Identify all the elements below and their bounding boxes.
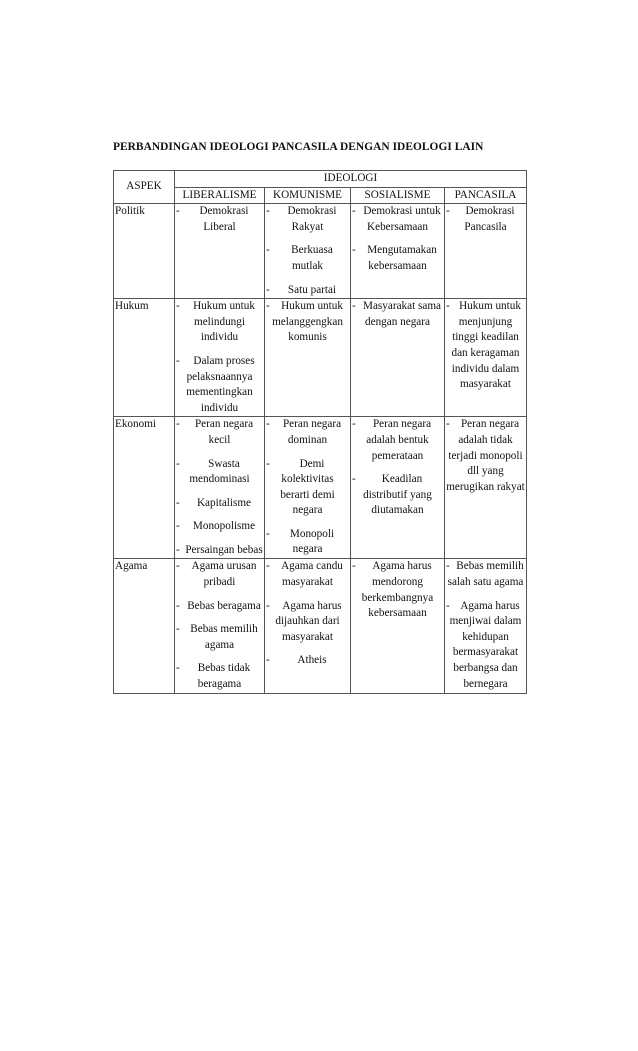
list-item <box>176 543 263 559</box>
item-text: Hukum untuk melanggengkan komunis <box>272 300 343 344</box>
bullet-dash: - <box>352 244 356 257</box>
bullet-dash: - <box>176 543 180 556</box>
item-text: Bebas memilih agama <box>190 623 258 651</box>
bullet-dash: - <box>446 205 450 218</box>
item-text: Hukum untuk melindungi individu <box>193 300 255 344</box>
item-text: Persaingan bebas <box>185 543 263 556</box>
item-text: Agama candu masyarakat <box>281 560 343 589</box>
list-item <box>176 204 263 235</box>
list-item <box>352 299 443 330</box>
column-header-liberalisme: LIBERALISME <box>175 187 265 204</box>
table-row <box>114 204 527 299</box>
aspek-cell: Politik <box>114 204 175 299</box>
bullet-dash: - <box>352 300 356 313</box>
list-item <box>266 457 349 519</box>
cell-liberalisme <box>175 299 265 417</box>
bullet-dash: - <box>266 527 270 540</box>
item-text: Demokrasi Rakyat <box>287 205 337 233</box>
list-item <box>446 417 525 495</box>
table-row <box>114 559 527 693</box>
bullet-dash: - <box>176 496 180 509</box>
cell-sosialisme <box>351 559 445 693</box>
bullet-dash: - <box>446 599 450 612</box>
bullet-dash: - <box>266 244 270 257</box>
comparison-table <box>113 170 527 694</box>
item-text: Agama harus mendorong berkembangnya kebersamaan <box>361 560 434 620</box>
item-text: Agama urusan pribadi <box>191 560 257 589</box>
item-text: Swasta mendominasi <box>189 457 250 486</box>
list-item <box>446 204 525 235</box>
item-text: Atheis <box>297 654 327 667</box>
list-item <box>266 417 349 448</box>
bullet-dash: - <box>266 599 270 612</box>
bullet-dash: - <box>176 520 180 533</box>
bullet-dash: - <box>176 354 180 367</box>
item-text: Dalam proses pelaksnaannya mementingkan individu <box>186 354 255 414</box>
page-title: PERBANDINGAN IDEOLOGI PANCASILA DENGAN IDEOLOGI LAIN <box>113 141 484 153</box>
bullet-dash: - <box>266 654 270 667</box>
item-text: Monopolisme <box>192 520 256 533</box>
cell-komunisme <box>265 417 351 559</box>
aspek-cell: Ekonomi <box>114 417 175 559</box>
list-item <box>352 204 443 235</box>
bullet-dash: - <box>266 300 270 313</box>
list-item <box>176 661 263 692</box>
bullet-dash: - <box>266 418 270 431</box>
item-text: Bebas memilih salah satu agama <box>447 560 524 589</box>
list-item <box>176 559 263 590</box>
list-item <box>176 496 263 512</box>
item-text: Berkuasa mutlak <box>291 244 333 272</box>
item-text: Peran negara kecil <box>194 418 254 446</box>
list-item <box>266 559 349 590</box>
bullet-dash: - <box>352 418 356 431</box>
bullet-dash: - <box>352 560 356 573</box>
bullet-dash: - <box>176 560 180 573</box>
list-item <box>176 299 263 346</box>
list-item <box>352 472 443 519</box>
list-item <box>266 599 349 646</box>
list-item <box>266 283 349 299</box>
column-header-sosialisme: SOSIALISME <box>351 187 445 204</box>
item-text: Mengutamakan kebersamaan <box>367 244 437 272</box>
list-item <box>446 599 525 693</box>
aspek-header: ASPEK <box>114 171 175 204</box>
table-row <box>114 417 527 559</box>
bullet-dash: - <box>352 473 356 486</box>
item-text: Peran negara dominan <box>282 418 342 446</box>
list-item <box>352 243 443 274</box>
cell-pancasila <box>445 204 527 299</box>
cell-pancasila <box>445 417 527 559</box>
aspek-cell: Agama <box>114 559 175 693</box>
cell-liberalisme <box>175 559 265 693</box>
item-text: Kapitalisme <box>196 496 252 509</box>
item-text: Bebas tidak beragama <box>197 662 251 691</box>
cell-liberalisme <box>175 417 265 559</box>
list-item <box>176 457 263 488</box>
bullet-dash: - <box>266 283 270 296</box>
item-text: Masyarakat sama dengan negara <box>363 300 441 328</box>
item-text: Bebas beragama <box>187 599 261 612</box>
ideologi-header: IDEOLOGI <box>175 171 527 188</box>
cell-komunisme <box>265 559 351 693</box>
item-text: Demokrasi Pancasila <box>464 205 515 233</box>
bullet-dash: - <box>446 560 450 573</box>
bullet-dash: - <box>352 205 356 218</box>
bullet-dash: - <box>266 205 270 218</box>
header-row-top <box>114 171 527 188</box>
list-item <box>176 354 263 416</box>
aspek-cell: Hukum <box>114 299 175 417</box>
list-item <box>266 527 349 558</box>
list-item <box>176 519 263 535</box>
cell-pancasila <box>445 299 527 417</box>
list-item <box>266 653 349 669</box>
bullet-dash: - <box>176 599 180 612</box>
table-row <box>114 299 527 417</box>
bullet-dash: - <box>176 662 180 675</box>
cell-pancasila <box>445 559 527 693</box>
item-text: Demi kolektivitas berarti demi negara <box>280 457 335 517</box>
column-header-komunisme: KOMUNISME <box>265 187 351 204</box>
list-item <box>176 622 263 653</box>
cell-sosialisme <box>351 204 445 299</box>
table-body <box>114 204 527 693</box>
bullet-dash: - <box>266 457 270 470</box>
list-item <box>176 417 263 448</box>
bullet-dash: - <box>176 623 180 636</box>
item-text: Keadilan distributif yang diutamakan <box>363 473 432 517</box>
item-text: Peran negara adalah bentuk pemerataan <box>366 418 432 462</box>
cell-komunisme <box>265 299 351 417</box>
bullet-dash: - <box>446 300 450 313</box>
column-header-pancasila: PANCASILA <box>445 187 527 204</box>
bullet-dash: - <box>176 300 180 313</box>
cell-sosialisme <box>351 417 445 559</box>
item-text: Agama harus menjiwai dalam kehidupan bermasyarakat berbangsa dan bernegara <box>449 599 522 690</box>
cell-liberalisme <box>175 204 265 299</box>
list-item <box>446 299 525 393</box>
cell-sosialisme <box>351 299 445 417</box>
item-text: Hukum untuk menjunjung tinggi keadilan dan keragaman individu dalam masyarakat <box>451 300 521 391</box>
list-item <box>176 599 263 615</box>
bullet-dash: - <box>266 560 270 573</box>
item-text: Peran negara adalah tidak terjadi monopoli dll yang merugikan rakyat <box>446 418 525 493</box>
list-item <box>352 559 443 621</box>
item-text: Demokrasi untuk Kebersamaan <box>363 205 441 233</box>
header-row-columns <box>114 187 527 204</box>
item-text: Monopoli negara <box>289 527 335 556</box>
bullet-dash: - <box>176 418 180 431</box>
bullet-dash: - <box>176 457 180 470</box>
item-text: Demokrasi Liberal <box>199 205 249 233</box>
item-text: Satu partai <box>287 283 337 296</box>
bullet-dash: - <box>176 205 180 218</box>
bullet-dash: - <box>446 418 450 431</box>
list-item <box>266 299 349 346</box>
list-item <box>446 559 525 590</box>
list-item <box>266 204 349 235</box>
list-item <box>352 417 443 464</box>
item-text: Agama harus dijauhkan dari masyarakat <box>275 599 342 643</box>
cell-komunisme <box>265 204 351 299</box>
list-item <box>266 243 349 274</box>
